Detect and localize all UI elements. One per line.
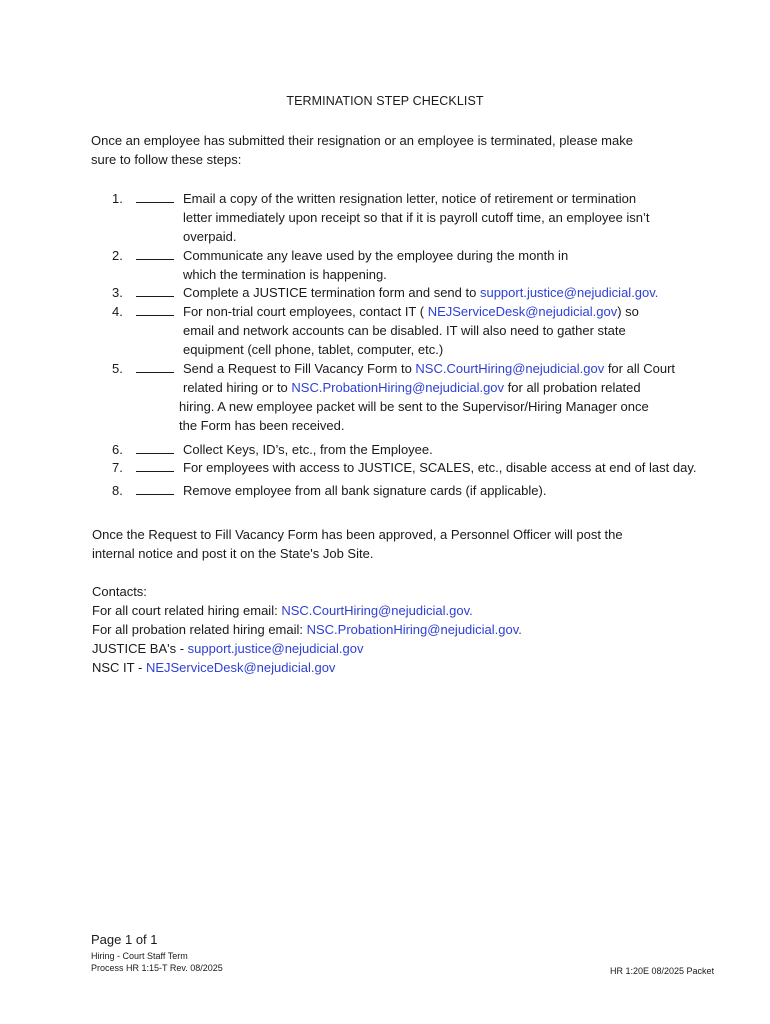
- checkbox-blank: [136, 302, 174, 316]
- step-line: Communicate any leave used by the employee during the month in: [183, 248, 569, 263]
- step-line-text: for all probation related: [504, 380, 641, 395]
- step-line: Remove employee from all bank signature cards (if applicable).: [183, 483, 547, 498]
- footer-packet-label: HR 1:20E 08/2025 Packet: [610, 966, 715, 976]
- step-line: equipment (cell phone, tablet, computer, etc.): [183, 342, 444, 357]
- checkbox-blank: [136, 481, 174, 495]
- support-justice-email-link[interactable]: support.justice@nejudicial.gov.: [479, 285, 659, 300]
- step-line: [183, 378, 713, 397]
- court-hiring-contact-link[interactable]: NSC.CourtHiring@nejudicial.gov.: [281, 603, 473, 618]
- nej-service-desk-email-link[interactable]: NEJServiceDesk@nejudicial.gov: [427, 304, 618, 319]
- step-text: [183, 246, 713, 284]
- nsc-it-contact-link[interactable]: NEJServiceDesk@nejudicial.gov: [145, 660, 336, 675]
- closing-line: internal notice and post it on the State's Job Site.: [92, 546, 374, 561]
- step-line: hiring. A new employee packet will be sent to the Supervisor/Hiring Manager once: [179, 399, 649, 414]
- step-line-text: for all Court: [604, 361, 676, 376]
- contacts-heading: Contacts:: [92, 584, 147, 599]
- probation-hiring-contact-link[interactable]: NSC.ProbationHiring@nejudicial.gov.: [306, 622, 522, 637]
- step-line-text: ) so: [617, 304, 639, 319]
- contact-nsc-it: [92, 658, 692, 677]
- page-title: TERMINATION STEP CHECKLIST: [286, 94, 484, 108]
- step-text: [183, 302, 713, 359]
- step-line-text: Complete a JUSTICE termination form and send to: [183, 285, 480, 300]
- footer-line: Process HR 1:15-T Rev. 08/2025: [91, 963, 223, 973]
- justice-ba-contact-link[interactable]: support.justice@nejudicial.gov: [187, 641, 364, 656]
- intro-line: Once an employee has submitted their resignation or an employee is terminated, please make: [91, 133, 633, 148]
- contact-label: For all court related hiring email:: [92, 603, 282, 618]
- step-line: letter immediately upon receipt so that if it is payroll cutoff time, an employee isn’t: [183, 210, 650, 225]
- checkbox-blank: [136, 440, 174, 454]
- step-number: 1.: [112, 191, 123, 206]
- court-hiring-email-link[interactable]: NSC.CourtHiring@nejudicial.gov: [415, 361, 605, 376]
- step-line-text: Send a Request to Fill Vacancy Form to: [183, 361, 416, 376]
- step-line-text: For non-trial court employees, contact IT (: [183, 304, 428, 319]
- step-text: [183, 458, 713, 477]
- step-text: [183, 481, 713, 500]
- step-line: [183, 283, 713, 302]
- step-number: 2.: [112, 248, 123, 263]
- step-line: the Form has been received.: [179, 418, 345, 433]
- checkbox-blank: [136, 189, 174, 203]
- contact-label: JUSTICE BA's -: [92, 641, 188, 656]
- step-text: [183, 440, 713, 459]
- step-line: For employees with access to JUSTICE, SCALES, etc., disable access at end of last day.: [183, 460, 697, 475]
- checkbox-blank: [136, 246, 174, 260]
- contact-label: For all probation related hiring email:: [92, 622, 307, 637]
- step-number: 7.: [112, 460, 123, 475]
- closing-paragraph: [92, 525, 692, 563]
- step-line: [183, 302, 713, 321]
- intro-line: sure to follow these steps:: [91, 152, 242, 167]
- step-number: 4.: [112, 304, 123, 319]
- checkbox-blank: [136, 458, 174, 472]
- step-line: overpaid.: [183, 229, 237, 244]
- step-line: email and network accounts can be disabled. IT will also need to gather state: [183, 323, 626, 338]
- step-text: [183, 189, 713, 246]
- contact-label: NSC IT -: [92, 660, 146, 675]
- step-line: which the termination is happening.: [183, 267, 387, 282]
- step-text: [183, 283, 713, 302]
- contact-justice: [92, 639, 692, 658]
- step-number: 5.: [112, 361, 123, 376]
- contact-probation: [92, 620, 692, 639]
- intro-paragraph: [91, 131, 691, 169]
- step-line: Email a copy of the written resignation letter, notice of retirement or termination: [183, 191, 637, 206]
- step-line: [183, 359, 713, 378]
- probation-hiring-email-link[interactable]: NSC.ProbationHiring@nejudicial.gov: [291, 380, 505, 395]
- checkbox-blank: [136, 283, 174, 297]
- contact-court: [92, 601, 692, 620]
- step-number: 3.: [112, 285, 123, 300]
- checkbox-blank: [136, 359, 174, 373]
- closing-line: Once the Request to Fill Vacancy Form has been approved, a Personnel Officer will post the: [92, 527, 623, 542]
- step-number: 8.: [112, 483, 123, 498]
- page-number: Page 1 of 1: [91, 932, 158, 947]
- contacts-section: [92, 582, 692, 677]
- footer-process-info: [91, 950, 223, 974]
- step-line-text: related hiring or to: [183, 380, 292, 395]
- step-line: Collect Keys, ID’s, etc., from the Employee.: [183, 442, 433, 457]
- step-number: 6.: [112, 442, 123, 457]
- footer-line: Hiring - Court Staff Term: [91, 951, 188, 961]
- step-text: [179, 359, 713, 435]
